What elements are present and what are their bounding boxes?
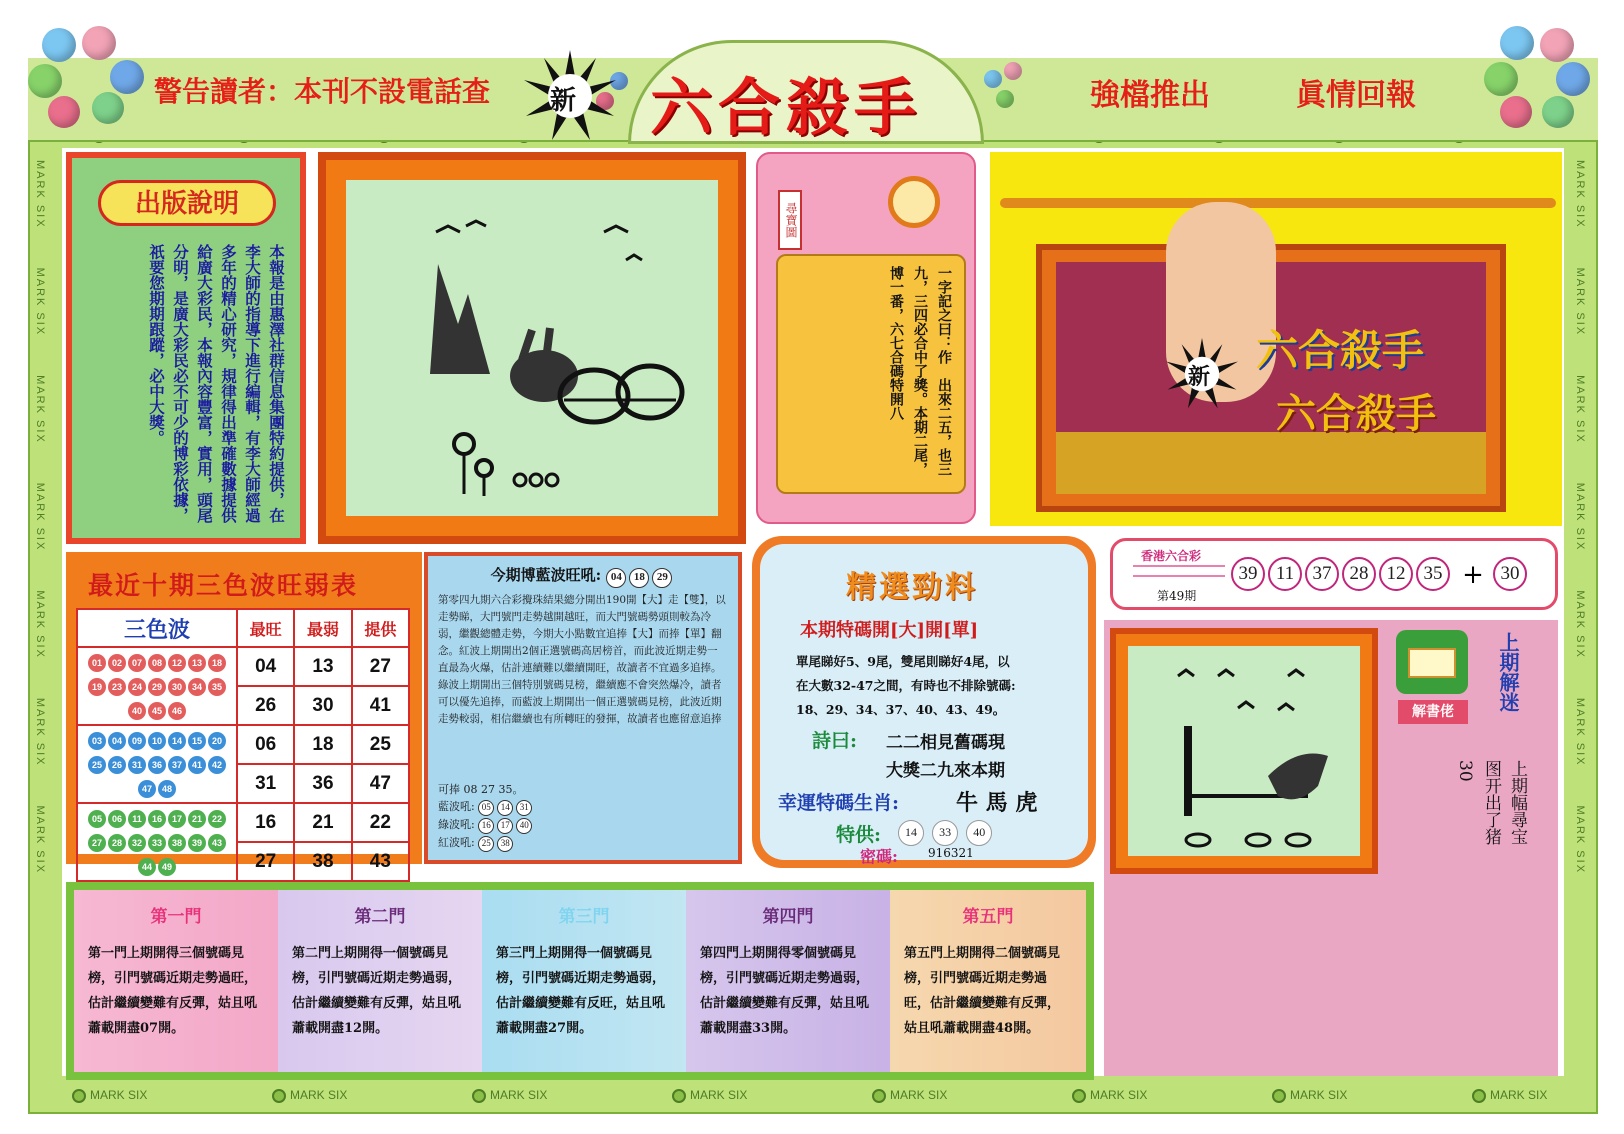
number-ball: 27 <box>88 834 106 852</box>
wave-cell: 18 <box>294 725 351 764</box>
line-num: 05 <box>478 800 494 816</box>
line-label: 紅波吼: <box>438 836 475 849</box>
wave-cell: 27 <box>352 647 409 686</box>
green-wave-line <box>438 816 728 834</box>
ball-decoration <box>28 64 62 98</box>
door-title: 第二門 <box>354 907 406 927</box>
line-label: 綠波吼: <box>438 818 475 831</box>
line-num: 38 <box>497 836 513 852</box>
strip-label: MARK SIX <box>490 1088 548 1102</box>
number-ball: 13 <box>188 654 206 672</box>
title-num: 29 <box>652 568 672 588</box>
selected-body-line: 18、29、34、37、40、43、49。 <box>796 702 1006 717</box>
wave-header-colors: 三色波 <box>77 609 237 647</box>
door-3 <box>482 890 686 1072</box>
ball-decoration <box>996 90 1014 108</box>
new-badge-text: 新 <box>550 86 577 116</box>
line1-a: 大 <box>898 620 917 641</box>
wave-cell: 43 <box>352 842 409 881</box>
door-text: 第四門上期開得零個號碼見榜，引門號碼近期走勢過弱，估計繼續變難有反彈，姑且吼蕭載開盡33開。 <box>700 946 870 1036</box>
line1-mid: 開 <box>925 620 944 641</box>
results-issue: 第49期 <box>1157 589 1197 603</box>
number-ball: 19 <box>88 678 106 696</box>
line-num: 16 <box>478 818 494 834</box>
door-text: 第一門上期開得三個號碼見榜，引門號碼近期走勢過旺，估計繼續變難有反彈，姑且吼蕭載開盡07開。 <box>88 946 258 1036</box>
flower-icon <box>672 1089 686 1103</box>
warning-text: 警告讀者：本刊不設電話查 <box>154 75 491 108</box>
pig-cat-icon <box>1128 646 1360 856</box>
selected-body-line: 單尾睇好5、9尾，雙尾則睇好4尾，以 <box>796 654 1010 669</box>
strip-label: MARK SIX <box>890 1088 948 1102</box>
wave-cell: 31 <box>237 764 294 803</box>
ball-decoration <box>1004 62 1022 80</box>
ball-decoration <box>110 60 144 94</box>
wave-cell: 41 <box>352 686 409 725</box>
scroll-panel <box>756 152 976 524</box>
selected-body-line: 在大數32-47之間，有時也不排除號碼: <box>796 678 1016 693</box>
result-num: 39 <box>1231 557 1265 591</box>
number-ball: 43 <box>208 834 226 852</box>
door-text: 第二門上期開得一個號碼見榜，引門號碼近期走勢過弱，估計繼續變難有反彈，姑且吼蕭載開盡12開。 <box>292 946 462 1036</box>
special-num: 14 <box>898 820 924 846</box>
gold-pile <box>1056 432 1486 494</box>
blue-wave-title: 今期博藍波旺吼: <box>490 566 602 584</box>
right-strip <box>1572 160 1588 1060</box>
ball-decoration <box>42 28 76 62</box>
photo-canvas <box>1056 262 1486 494</box>
wave-cell: 13 <box>294 647 351 686</box>
special-num: 33 <box>932 820 958 846</box>
number-ball: 26 <box>108 756 126 774</box>
result-num: 35 <box>1416 557 1450 591</box>
scroll-paper <box>776 254 966 494</box>
wave-cell: 25 <box>352 725 409 764</box>
number-ball: 20 <box>208 732 226 750</box>
number-ball: 03 <box>88 732 106 750</box>
number-ball: 41 <box>188 756 206 774</box>
line1-b: 單 <box>951 620 970 641</box>
number-ball: 10 <box>148 732 166 750</box>
poem-label: 詩曰: <box>812 730 858 752</box>
results-rule <box>1133 565 1225 577</box>
password-value: 916321 <box>928 846 974 860</box>
door-title: 第五門 <box>962 907 1014 927</box>
number-ball: 30 <box>168 678 186 696</box>
results-box <box>1110 538 1558 610</box>
number-ball: 08 <box>148 654 166 672</box>
flower-icon <box>1072 1089 1086 1103</box>
photo-panel <box>990 152 1562 526</box>
wave-cell: 04 <box>237 647 294 686</box>
number-ball: 42 <box>208 756 226 774</box>
slogan-left: 強檔推出 <box>1090 78 1210 113</box>
number-ball: 47 <box>138 780 156 798</box>
number-ball: 45 <box>148 702 166 720</box>
number-ball: 31 <box>128 756 146 774</box>
strip-label: MARK SIX <box>1574 590 1586 659</box>
line-num: 31 <box>516 800 532 816</box>
line-label: 藍波吼: <box>438 800 475 813</box>
flower-icon <box>1272 1089 1286 1103</box>
selected-title: 精選勁料 <box>846 570 978 605</box>
answer-panel <box>1104 620 1558 1076</box>
wave-header-hot: 最旺 <box>237 609 294 647</box>
door-title: 第四門 <box>762 907 814 927</box>
door-1 <box>74 890 278 1072</box>
door-text: 第三門上期開得一個號碼見榜，引門號碼近期走勢過弱，估計繼續變難有反旺，姑且吼蕭載開盡27開。 <box>496 946 666 1036</box>
strip-label: MARK SIX <box>290 1088 348 1102</box>
wave-cell: 06 <box>237 725 294 764</box>
strip-label: MARK SIX <box>34 482 46 552</box>
red-balls-cell <box>77 647 237 725</box>
strip-label: MARK SIX <box>34 697 46 767</box>
strip-label: MARK SIX <box>1574 375 1586 444</box>
number-ball: 06 <box>108 810 126 828</box>
strip-label: MARK SIX <box>34 805 46 875</box>
ball-decoration <box>82 26 116 60</box>
ball-decoration <box>1540 28 1574 62</box>
blue-balls-cell <box>77 725 237 803</box>
left-strip <box>32 160 48 1060</box>
strip-label: MARK SIX <box>1574 805 1586 875</box>
strip-label: MARK SIX <box>1574 160 1586 229</box>
line-num: 14 <box>497 800 513 816</box>
number-ball: 32 <box>128 834 146 852</box>
photo-new-text: 新 <box>1188 365 1211 390</box>
number-ball: 35 <box>208 678 226 696</box>
picks-label: 可捧 <box>438 783 460 796</box>
strip-label: MARK SIX <box>1574 482 1586 552</box>
doors-panel <box>66 882 1094 1080</box>
photo-new-starburst-icon <box>1166 338 1238 410</box>
results-numbers <box>1231 557 1530 591</box>
picture-canvas <box>346 180 718 516</box>
number-ball: 15 <box>188 732 206 750</box>
slogan-right: 眞情回報 <box>1296 78 1416 113</box>
number-ball: 48 <box>158 780 176 798</box>
number-ball: 38 <box>168 834 186 852</box>
answer-side-title: 上期解迷 <box>1496 632 1520 712</box>
number-ball: 18 <box>208 654 226 672</box>
plus-sign: + <box>1462 559 1484 590</box>
scroll-stamp: 尋寶圖 <box>778 190 802 250</box>
ball-decoration <box>1542 96 1574 128</box>
result-num: 37 <box>1305 557 1339 591</box>
number-ball: 22 <box>208 810 226 828</box>
fortune-icon <box>888 176 940 228</box>
wave-header-provide: 提供 <box>352 609 409 647</box>
flower-icon <box>872 1089 886 1103</box>
flower-icon <box>1472 1089 1486 1103</box>
line-num: 25 <box>478 836 494 852</box>
photo-logo-1: 六合殺手 <box>1256 326 1425 375</box>
answer-stamp: 解書佬 <box>1398 700 1468 724</box>
door-text: 第五門上期開得二個號碼見榜，引門號碼近期走勢過旺，估計繼續變難有反彈，姑且吼蕭載開盡48開。 <box>904 946 1061 1036</box>
door-5 <box>890 890 1086 1072</box>
number-ball: 09 <box>128 732 146 750</box>
result-num: 11 <box>1268 557 1302 591</box>
book-icon <box>1396 630 1468 694</box>
ball-decoration <box>1500 26 1534 60</box>
title-num: 04 <box>606 568 626 588</box>
number-ball: 01 <box>88 654 106 672</box>
main-title: 六合殺手 <box>650 71 923 144</box>
result-num: 28 <box>1342 557 1376 591</box>
number-ball: 46 <box>168 702 186 720</box>
wave-cell: 22 <box>352 803 409 842</box>
number-ball: 02 <box>108 654 126 672</box>
picks-value: 08 27 35。 <box>463 783 524 796</box>
number-ball: 11 <box>128 810 146 828</box>
number-ball: 37 <box>168 756 186 774</box>
door-title: 第一門 <box>150 907 202 927</box>
wave-cell: 21 <box>294 803 351 842</box>
strip-label: MARK SIX <box>34 375 46 444</box>
ball-decoration <box>92 92 124 124</box>
hanging-bar <box>1000 198 1556 208</box>
strip-label: MARK SIX <box>1490 1088 1548 1102</box>
number-ball: 24 <box>128 678 146 696</box>
answer-note: 上期幅尋宝图开出了猪30 <box>1455 760 1527 845</box>
wave-table-body <box>76 608 410 872</box>
door-4 <box>686 890 890 1072</box>
selected-body <box>796 650 1016 722</box>
answer-picture-frame <box>1110 628 1378 874</box>
number-ball: 36 <box>148 756 166 774</box>
number-ball: 17 <box>168 810 186 828</box>
password-label: 密碼: <box>860 847 898 866</box>
answer-picture-canvas <box>1128 646 1360 856</box>
strip-label: MARK SIX <box>1574 697 1586 767</box>
special-label: 特供: <box>836 824 882 846</box>
bottom-strip <box>62 1086 1564 1106</box>
number-ball: 34 <box>188 678 206 696</box>
line-num: 40 <box>516 818 532 834</box>
special-num: 40 <box>966 820 992 846</box>
strip-label: MARK SIX <box>90 1088 148 1102</box>
wave-table-title: 最近十期三色波旺弱表 <box>88 571 359 600</box>
title-num: 18 <box>629 568 649 588</box>
wave-table-panel <box>66 552 422 872</box>
number-ball: 33 <box>148 834 166 852</box>
ball-decoration <box>48 96 80 128</box>
wave-cell: 38 <box>294 842 351 881</box>
photo-frame <box>1036 244 1506 512</box>
poem-line-2: 大獎二九來本期 <box>886 761 1005 781</box>
number-ball: 14 <box>168 732 186 750</box>
wave-header-cold: 最弱 <box>294 609 351 647</box>
red-balls <box>80 650 234 722</box>
number-ball: 28 <box>108 834 126 852</box>
green-balls <box>80 806 234 878</box>
selected-line1: 本期特碼開[大]開[單] <box>800 620 979 641</box>
door-title: 第三門 <box>558 907 610 927</box>
publication-body: 本報是由惠澤社群信息集團特約提供，在李大師的指導下進行編輯，有李大師經過多年的精心研究，規律得出準確數據提供給廣大彩民，本報內容豐富，實用，頭尾分明，是廣大彩民必不可少的博彩依據，祇要您期期跟蹤，必中大獎。 <box>147 244 286 523</box>
ball-decoration <box>984 70 1002 88</box>
publication-panel <box>66 152 306 544</box>
zodiac-value: 牛 馬 虎 <box>956 790 1038 816</box>
strip-label: MARK SIX <box>34 267 46 337</box>
number-ball: 25 <box>88 756 106 774</box>
wave-cell: 47 <box>352 764 409 803</box>
number-ball: 12 <box>168 654 186 672</box>
picture-frame <box>318 152 746 544</box>
strip-label: MARK SIX <box>1574 267 1586 337</box>
selected-panel <box>752 536 1096 868</box>
strip-label: MARK SIX <box>1090 1088 1148 1102</box>
result-num: 12 <box>1379 557 1413 591</box>
blue-wave-line <box>438 798 728 816</box>
ball-decoration <box>1556 62 1590 96</box>
strip-label: MARK SIX <box>1290 1088 1348 1102</box>
red-wave-line <box>438 834 728 852</box>
poem-line-1: 二二相見舊碼現 <box>886 733 1005 753</box>
wave-cell: 36 <box>294 764 351 803</box>
line1-prefix: 本期特碼開 <box>800 620 890 641</box>
strip-label: MARK SIX <box>34 590 46 659</box>
number-ball: 05 <box>88 810 106 828</box>
strip-label: MARK SIX <box>690 1088 748 1102</box>
number-ball: 39 <box>188 834 206 852</box>
number-ball: 29 <box>148 678 166 696</box>
book-pages <box>1408 648 1456 678</box>
ball-decoration <box>1500 96 1532 128</box>
wave-cell: 27 <box>237 842 294 881</box>
line-num: 17 <box>497 818 513 834</box>
flower-icon <box>72 1089 86 1103</box>
wave-cell: 30 <box>294 686 351 725</box>
number-ball: 07 <box>128 654 146 672</box>
number-ball: 04 <box>108 732 126 750</box>
blue-wave-picks <box>438 782 728 798</box>
blue-wave-panel <box>424 552 742 864</box>
new-starburst-icon <box>524 50 616 142</box>
door-2 <box>278 890 482 1072</box>
flower-icon <box>472 1089 486 1103</box>
number-ball: 44 <box>138 858 156 876</box>
number-ball: 40 <box>128 702 146 720</box>
number-ball: 16 <box>148 810 166 828</box>
special-result-num: 30 <box>1493 557 1527 591</box>
number-ball: 23 <box>108 678 126 696</box>
zodiac-label: 幸運特碼生肖: <box>778 792 900 814</box>
blue-wave-body: 第零四九期六合彩攪珠結果總分開出190開【大】走【雙】，以走勢睇，大門號門走勢越開越旺，而大門號碼勢頭則較為冷弱，繼觀總體走勢，今期大小點數宜追捧【大】而捧【單】翻念。紅波上期開出2個正選號碼高居榜首，而此波近期走勢一直最為火爆，估計連續難以繼續開旺，故讀者不宜過多追捧。綠波上期開出三個特別號碼見榜，繼續應不會突然爆冷，讀者可以優先追捧，而藍波上期開出一個正選號碼見榜，此波近期走勢較弱，相信繼續也有所轉旺的發揮，故讀者也應留意追捧 <box>438 594 726 725</box>
blue-balls <box>80 728 234 800</box>
flower-icon <box>272 1089 286 1103</box>
wave-cell: 26 <box>237 686 294 725</box>
strip-label: MARK SIX <box>34 160 46 229</box>
special-nums <box>898 820 995 846</box>
ball-decoration <box>1484 62 1518 96</box>
number-ball: 49 <box>158 858 176 876</box>
photo-logo-2: 六合殺手 <box>1276 391 1436 437</box>
wave-cell: 16 <box>237 803 294 842</box>
green-balls-cell <box>77 803 237 881</box>
publication-title: 出版說明 <box>98 180 276 226</box>
number-ball: 21 <box>188 810 206 828</box>
results-label: 香港六合彩 <box>1141 549 1202 563</box>
scroll-poem: 一字記之曰：作 出來二五，也三九，三四必合中了獎。本期二尾，博一番，六七合碼特開八 <box>888 266 952 476</box>
rabbit-basket-icon <box>346 180 718 516</box>
